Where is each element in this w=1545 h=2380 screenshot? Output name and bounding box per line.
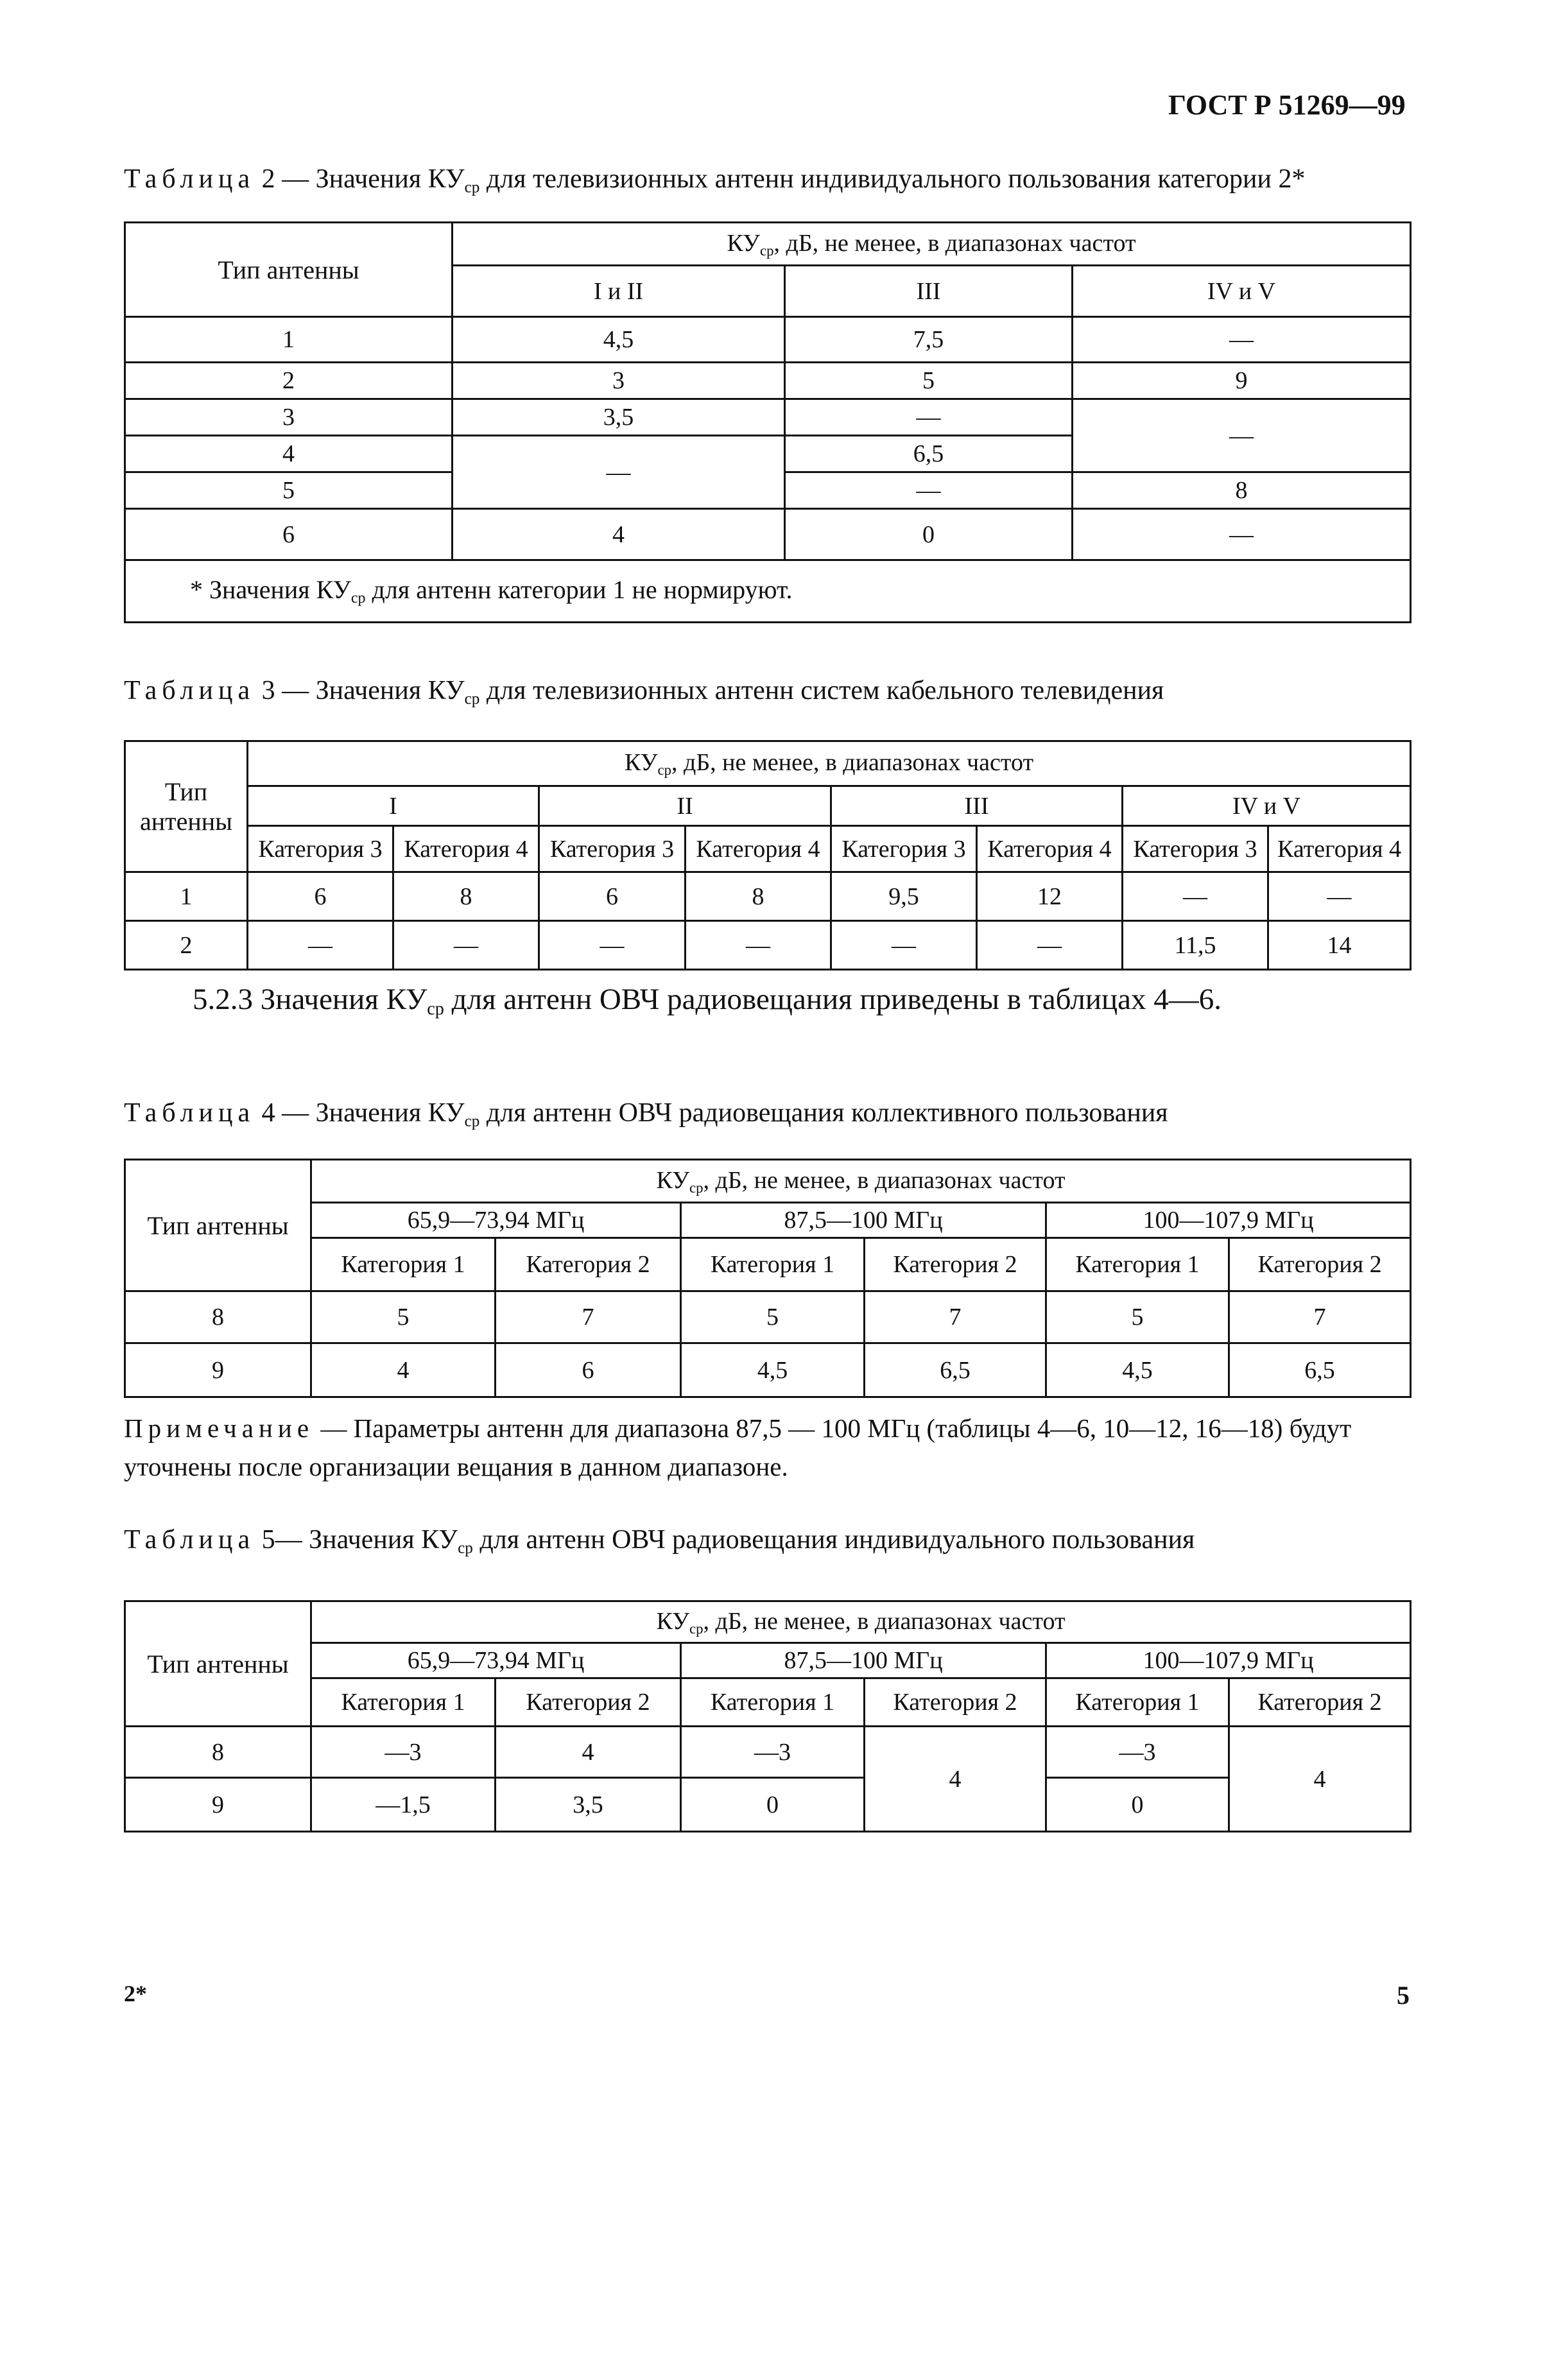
cell: 14 xyxy=(1268,921,1411,970)
cell: 4 xyxy=(496,1727,681,1778)
header-type: Тип антенны xyxy=(125,1160,311,1291)
cell: 8 xyxy=(393,872,539,921)
cell: 6,5 xyxy=(785,436,1073,472)
cell: 6,5 xyxy=(1229,1343,1411,1397)
document-code: ГОСТ Р 51269—99 xyxy=(1168,89,1406,121)
category-header: Категория 4 xyxy=(1268,826,1411,872)
category-header: Категория 1 xyxy=(1046,1678,1229,1727)
cell: — xyxy=(453,436,785,509)
category-header: Категория 4 xyxy=(393,826,539,872)
cell: 5 xyxy=(311,1291,496,1343)
band-header: 87,5—100 МГц xyxy=(681,1203,1046,1238)
table-row xyxy=(125,1343,1411,1397)
cell: — xyxy=(393,921,539,970)
page-number: 5 xyxy=(1397,1981,1410,2010)
table-note: Примечание — Параметры антенн для диапазона 87,5 — 100 МГц (таблицы 4—6, 10—12, 16—18) будут уточнены после организации вещания в данном диапазоне. xyxy=(124,1413,1352,1481)
table-row xyxy=(125,317,1411,363)
category-header: Категория 4 xyxy=(686,826,831,872)
table-3-caption: Таблица 3 — Значения $КУ_{ср}$ для телевизионных антенн систем кабельного телевидения xyxy=(124,676,1164,708)
table-5-caption: Таблица 5— Значения $КУ_{ср}$ для антенн ОВЧ радиовещания индивидуального пользования xyxy=(124,1525,1195,1557)
cell: 3 xyxy=(125,399,453,436)
category-header: Категория 1 xyxy=(311,1238,496,1291)
cell: 0 xyxy=(1046,1778,1229,1832)
band-header: 65,9—73,94 МГц xyxy=(311,1203,681,1238)
category-header: Категория 2 xyxy=(496,1678,681,1727)
header-ku: $КУ_{ср}$, дБ, не менее, в диапазонах частот xyxy=(311,1160,1411,1203)
cell: 6 xyxy=(539,872,686,921)
cell: 5 xyxy=(681,1291,865,1343)
category-header: Категория 1 xyxy=(681,1678,865,1727)
cell: 9,5 xyxy=(831,872,977,921)
cell: — xyxy=(1073,399,1411,472)
cell: — xyxy=(977,921,1123,970)
cell: 1 xyxy=(125,872,248,921)
category-header: Категория 2 xyxy=(496,1238,681,1291)
cell: 8 xyxy=(1073,472,1411,509)
band-header: III xyxy=(831,786,1123,826)
cell: — xyxy=(1123,872,1268,921)
cell: — xyxy=(686,921,831,970)
category-header: Категория 2 xyxy=(865,1238,1046,1291)
cell: 4,5 xyxy=(681,1343,865,1397)
category-header: Категория 3 xyxy=(248,826,393,872)
category-header: Категория 2 xyxy=(1229,1238,1411,1291)
cell: 5 xyxy=(1046,1291,1229,1343)
cell: — xyxy=(785,399,1073,436)
cell: —3 xyxy=(311,1727,496,1778)
cell: 8 xyxy=(686,872,831,921)
cell: — xyxy=(539,921,686,970)
category-header: Категория 2 xyxy=(1229,1678,1411,1727)
table-row xyxy=(125,399,1411,436)
cell: 4 xyxy=(125,436,453,472)
table-2 xyxy=(124,221,1411,623)
header-type: Тип антенны xyxy=(125,223,453,317)
cell: 7 xyxy=(496,1291,681,1343)
cell: — xyxy=(831,921,977,970)
band-header: 100—107,9 МГц xyxy=(1046,1203,1411,1238)
table-row xyxy=(125,509,1411,560)
cell: 4,5 xyxy=(453,317,785,363)
cell: 1 xyxy=(125,317,453,363)
table-4 xyxy=(124,1159,1411,1398)
paragraph-5-2-3: 5.2.3 Значения $КУ_{ср}$ для антенн ОВЧ радиовещания приведены в таблицах 4—6. xyxy=(193,983,1222,1019)
cell: 2 xyxy=(125,921,248,970)
cell: 0 xyxy=(681,1778,865,1832)
cell: 7 xyxy=(1229,1291,1411,1343)
cell: 4 xyxy=(311,1343,496,1397)
cell: 6 xyxy=(248,872,393,921)
category-header: Категория 3 xyxy=(539,826,686,872)
cell: 5 xyxy=(125,472,453,509)
cell: 3 xyxy=(453,363,785,399)
table-row xyxy=(125,872,1411,921)
cell: 0 xyxy=(785,509,1073,560)
table-3 xyxy=(124,740,1411,970)
category-header: Категория 3 xyxy=(1123,826,1268,872)
cell: —1,5 xyxy=(311,1778,496,1832)
cell: 4 xyxy=(865,1727,1046,1832)
cell: 4 xyxy=(1229,1727,1411,1832)
cell: 6,5 xyxy=(865,1343,1046,1397)
category-header: Категория 1 xyxy=(311,1678,496,1727)
table-4-caption: Таблица 4 — Значения $КУ_{ср}$ для антенн ОВЧ радиовещания коллективного пользования xyxy=(124,1098,1168,1130)
table-row xyxy=(125,1727,1411,1778)
cell: 3,5 xyxy=(453,399,785,436)
header-type: Тип антенны xyxy=(125,741,248,872)
cell: 8 xyxy=(125,1727,311,1778)
table-2-caption: Таблица 2 — Значения $КУ_{ср}$ для телевизионных антенн индивидуального пользования категории 2* xyxy=(124,164,1306,196)
table-2-footnote: * Значения $КУ_{ср}$ для антенн категории 1 не нормируют. xyxy=(125,560,1411,623)
table-row xyxy=(125,921,1411,970)
category-header: Категория 2 xyxy=(865,1678,1046,1727)
table-row xyxy=(125,1778,1411,1832)
cell: 3,5 xyxy=(496,1778,681,1832)
band-header: 87,5—100 МГц xyxy=(681,1643,1046,1678)
cell: 12 xyxy=(977,872,1123,921)
category-header: Категория 1 xyxy=(1046,1238,1229,1291)
category-header: Категория 4 xyxy=(977,826,1123,872)
footer-mark: 2* xyxy=(124,1981,147,2006)
cell: 6 xyxy=(496,1343,681,1397)
cell: — xyxy=(1073,509,1411,560)
category-header: Категория 3 xyxy=(831,826,977,872)
header-ku: $КУ_{ср}$, дБ, не менее, в диапазонах частот xyxy=(453,223,1411,266)
header-ku: $КУ_{ср}$, дБ, не менее, в диапазонах частот xyxy=(311,1601,1411,1643)
cell: 4,5 xyxy=(1046,1343,1229,1397)
cell: 9 xyxy=(1073,363,1411,399)
header-type: Тип антенны xyxy=(125,1601,311,1727)
category-header: Категория 1 xyxy=(681,1238,865,1291)
band-header: IV и V xyxy=(1073,266,1411,317)
cell: 6 xyxy=(125,509,453,560)
band-header: III xyxy=(785,266,1073,317)
band-header: I и II xyxy=(453,266,785,317)
cell: — xyxy=(1073,317,1411,363)
band-header: 65,9—73,94 МГц xyxy=(311,1643,681,1678)
cell: 9 xyxy=(125,1343,311,1397)
cell: —3 xyxy=(681,1727,865,1778)
cell: —3 xyxy=(1046,1727,1229,1778)
table-5 xyxy=(124,1600,1411,1832)
cell: — xyxy=(1268,872,1411,921)
cell: 4 xyxy=(453,509,785,560)
band-header: II xyxy=(539,786,831,826)
table-row xyxy=(125,1291,1411,1343)
cell: 11,5 xyxy=(1123,921,1268,970)
cell: 7 xyxy=(865,1291,1046,1343)
cell: 8 xyxy=(125,1291,311,1343)
cell: 5 xyxy=(785,363,1073,399)
cell: 7,5 xyxy=(785,317,1073,363)
cell: — xyxy=(785,472,1073,509)
cell: 9 xyxy=(125,1778,311,1832)
cell: 2 xyxy=(125,363,453,399)
table-row xyxy=(125,363,1411,399)
band-header: IV и V xyxy=(1123,786,1411,826)
band-header: 100—107,9 МГц xyxy=(1046,1643,1411,1678)
band-header: I xyxy=(248,786,539,826)
cell: — xyxy=(248,921,393,970)
header-ku: $КУ_{ср}$, дБ, не менее, в диапазонах частот xyxy=(248,741,1411,786)
